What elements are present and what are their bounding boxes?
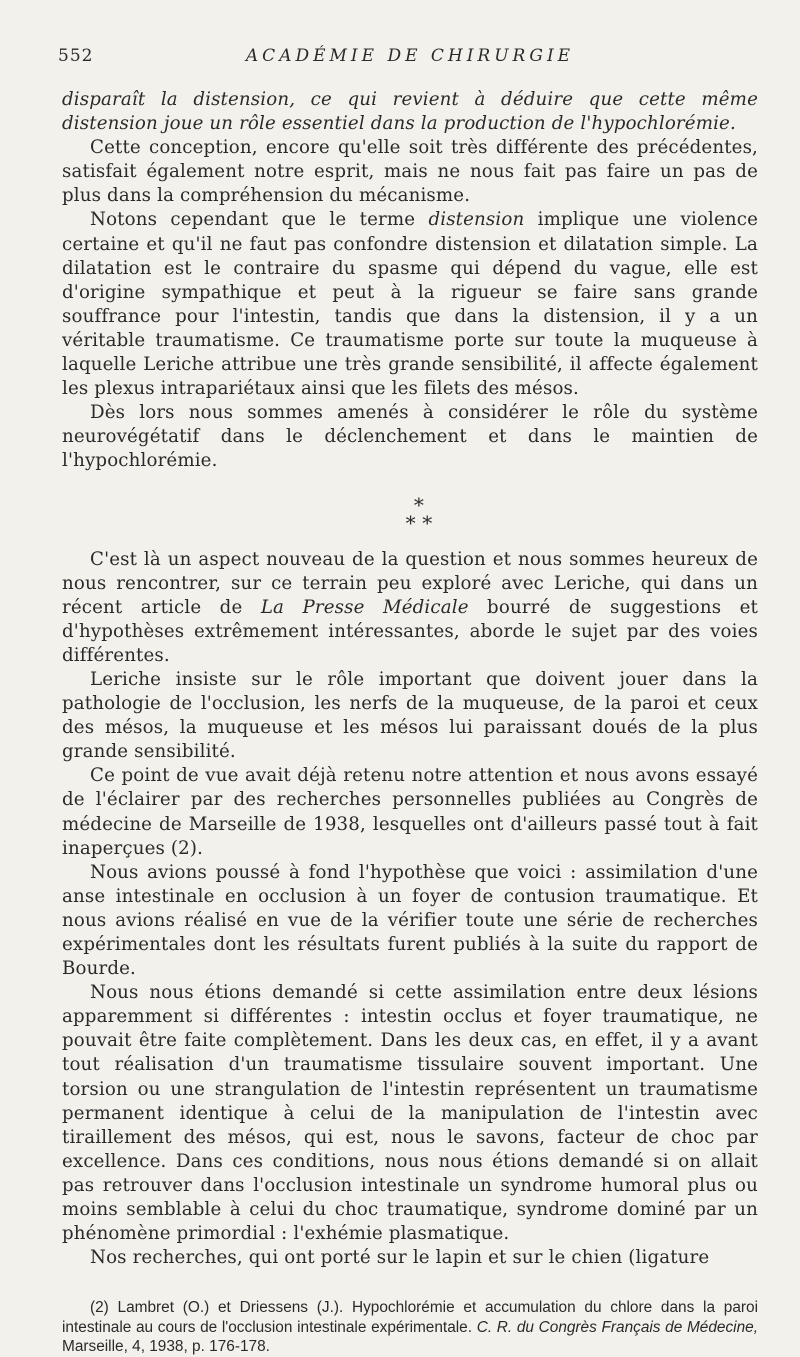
paragraph-conception: Cette conception, encore qu'elle soit très différente des précédentes, satisfait également notre esprit, mais ne nous fait pas faire un pas de plus dans la compréhension du mécanisme. <box>62 137 758 207</box>
paragraph-distension-text-b: implique une violence certaine et qu'il ne faut pas confondre distension et dilatation simple. La dilatation est le contraire du spasme qui dépend du vague, elle est d'origine sympathique et peut à la rigueur se faire sans grande souffrance pour l'intestin, tandis que dans la distension, il y a un véritable traumatisme. Ce traumatisme porte sur toute la muqueuse à laquelle Leriche attribue une très grande sensibilité, il affecte également les plexus intrapariétaux ainsi que les filets des mésos. <box>62 209 758 400</box>
paragraph-aspect-emphasis: La Presse Médicale <box>260 596 469 618</box>
body-text <box>62 88 758 1270</box>
paragraph-neurovegetatif: Dès lors nous sommes amenés à considérer le rôle du système neurovégétatif dans le déclenchement et dans le maintien de l'hypochlorémie. <box>62 402 758 472</box>
paragraph-distension-text-a: Notons cependant que le terme <box>90 209 429 231</box>
page-number: 552 <box>58 46 94 66</box>
footnote <box>62 1298 758 1357</box>
paragraph-intro-italic-text: disparaît la distension, ce qui revient à déduire que cette même distension joue un rôle essentiel dans la production de l'hypochlorémie. <box>62 89 758 135</box>
paragraph-nos-recherches: Nos recherches, qui ont porté sur le lapin et sur le chien (ligature <box>90 1247 710 1269</box>
asterism-separator <box>62 492 758 535</box>
paragraph-assimilation: Nous nous étions demandé si cette assimilation entre deux lésions apparemment si différentes : intestin occlus et foyer traumatique, ne pouvait être faite complètement. Dans les deux cas, en effet, il y a avant tout réalisation d'un traumatisme tissulaire souvent important. Une torsion ou une strangulation de l'intestin représentent un traumatisme permanent identique à celui de la manipulation de l'intestin avec tiraillement des mésos, qui est, nous le savons, facteur de choc par excellence. Dans ces conditions, nous nous étions demandé si on allait pas retrouver dans l'occlusion intestinale un syndrome humoral plus ou moins semblable à celui du choc traumatique, syndrome dominé par un phénomène primordial : l'exhémie plasmatique. <box>62 982 758 1245</box>
asterism-bottom: * * <box>405 510 433 535</box>
paragraph-aspect-nouveau <box>62 548 758 668</box>
paragraph-point-de-vue: Ce point de vue avait déjà retenu notre attention et nous avons essayé de l'éclairer par des recherches personnelles publiées au Congrès de médecine de Marseille de 1938, lesquelles ont d'ailleurs passé tout à fait inaperçues (2). <box>62 765 758 859</box>
paragraph-aspect-text-a: C'est là un aspect nouveau de la question et nous sommes heureux de nous rencontrer, sur ce terrain peu exploré avec Leriche, qui dans un récent article de <box>62 548 758 618</box>
page-header <box>58 40 758 74</box>
running-title: ACADÉMIE DE CHIRURGIE <box>245 46 575 66</box>
paragraph-leriche-insiste: Leriche insiste sur le rôle important que doivent jouer dans la pathologie de l'occlusion, les nerfs de la muqueuse, de la paroi et ceux des mésos, la muqueuse et les mésos lui paraissant doués de la plus grande sensibilité. <box>62 668 758 763</box>
paragraph-distension <box>62 208 758 401</box>
paragraph-distension-emphasis: distension <box>428 209 525 231</box>
document-page <box>58 40 758 1356</box>
paragraph-hypothese: Nous avions poussé à fond l'hypothèse que voici : assimilation d'une anse intestinale en occlusion à un foyer de contusion traumatique. Et nous avions réalisé en vue de la vérifier toute une série de recherches expérimentales dont les résultats furent publiés à la suite du rapport de Bourde. <box>62 861 758 980</box>
asterism-top: * <box>413 492 425 517</box>
paragraph-intro <box>62 88 758 136</box>
footnote-emphasis: C. R. du Congrès Français de Médecine, <box>476 1318 758 1336</box>
paragraph-aspect-text-b: bourré de suggestions et d'hypothèses extrêmement intéressantes, aborde le sujet par des voies différentes. <box>62 596 758 666</box>
footnote-text-a: (2) Lambret (O.) et Driessens (J.). Hypochlorémie et accumulation du chlore dans la paroi intestinale au cours de l'occlusion intestinale expérimentale. <box>62 1299 758 1336</box>
footnote-text-b: Marseille, 4, 1938, p. 176-178. <box>62 1338 270 1356</box>
